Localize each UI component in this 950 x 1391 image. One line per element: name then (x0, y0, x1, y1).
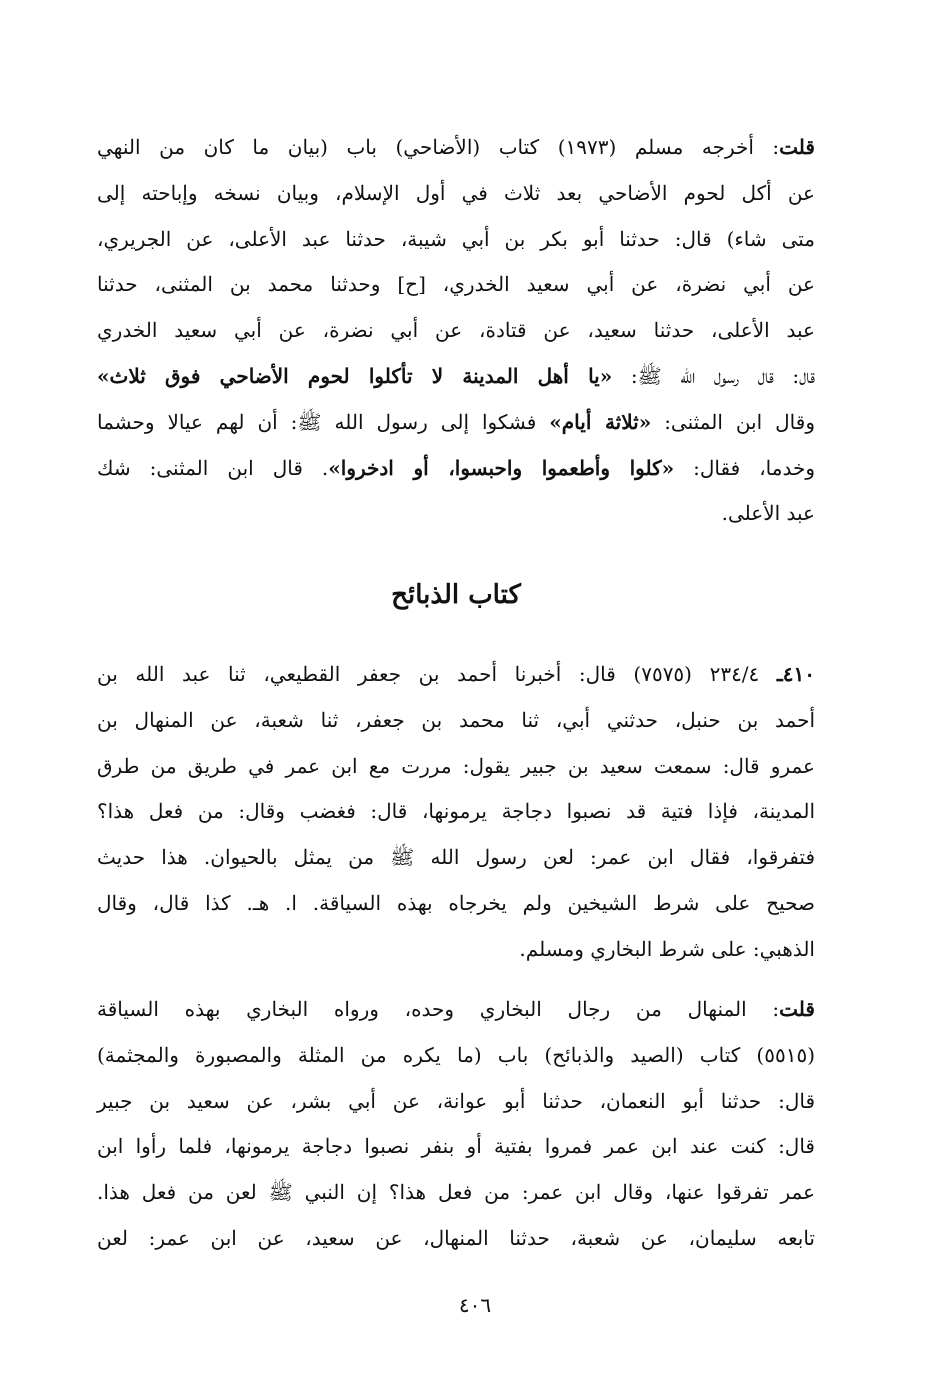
hadith-quote: «ثلاثة أيام» (549, 409, 652, 434)
text-line: عن أبي نضرة، عن أبي سعيد الخدري، [ح] وحدثنا محمد بن المثنى، حدثنا (97, 272, 815, 297)
text-line: قال: كنت عند ابن عمر فمروا بفتية أو بنفر نصبوا دجاجة يرمونها، فلما رأوا ابن (97, 1134, 815, 1159)
text-line: عمر تفرقوا عنها، وقال ابن عمر: من فعل هذا؟ إن النبي ﷺ لعن من فعل هذا. (97, 1180, 816, 1205)
text-line: قال: حدثنا أبو النعمان، حدثنا أبو عوانة، عن أبي بشر، عن سعيد بن جبير (97, 1088, 815, 1113)
text-line: (٥٥١٥) كتاب (الصيد والذبائح) باب (ما يكره من المثلة والمصبورة والمجثمة) (97, 1042, 815, 1067)
text-line: عبد الأعلى، حدثنا سعيد، عن قتادة، عن أبي نضرة، عن أبي سعيد الخدري (97, 318, 815, 343)
hadith-number: ٤١٠ـ (776, 662, 815, 686)
text-line: وقال ابن المثنى: «ثلاثة أيام» فشكوا إلى رسول الله ﷺ: أن لهم عيالا وحشما (97, 409, 815, 434)
hadith-entry-410 (97, 652, 815, 973)
text-line: متى شاء) قال: حدثنا أبو بكر بن أبي شيبة، حدثنا عبد الأعلى، عن الجريري، (97, 226, 815, 251)
section-title: كتاب الذبائح (391, 580, 521, 610)
text-line: فتفرقوا، فقال ابن عمر: لعن رسول الله ﷺ من يمثل بالحيوان. هذا حديث (97, 845, 815, 870)
text-line: عبد الأعلى. (721, 501, 815, 526)
text-line: ٤١٠ـ ٢٣٤/٤ (٧٥٧٥) قال: أخبرنا أحمد بن جعفر القطيعي، ثنا عبد الله بن (97, 662, 815, 686)
text-line: عن أكل لحوم الأضاحي بعد ثلاث في أول الإسلام، وبيان نسخه وإباحته إلى (97, 180, 815, 205)
qult-label: قلت (779, 135, 815, 159)
qult-label: قلت (779, 997, 815, 1021)
hadith-quote: «يا أهل المدينة لا تأكلوا لحوم الأضاحي فوق ثلاث» (97, 363, 613, 388)
text-line: الذهبي: على شرط البخاري ومسلم. (519, 936, 815, 961)
text-line: أحمد بن حنبل، حدثني أبي، ثنا محمد بن جعفر، ثنا شعبة، عن المنهال بن (97, 707, 815, 732)
page-number: ٤٠٦ (458, 1293, 492, 1317)
hadith-quote: «كلوا وأطعموا واحبسوا، أو ادخروا» (328, 455, 675, 480)
paragraph-qult-2 (97, 987, 815, 1262)
text-line: صحيح على شرط الشيخين ولم يخرجاه بهذه السياقة. ا. هـ. كذا قال، وقال (97, 890, 815, 915)
text-line: المدينة، فإذا فتية قد نصبوا دجاجة يرمونها، قال: فغضب وقال: من فعل هذا؟ (97, 799, 815, 824)
text-line: وخدما، فقال: «كلوا وأطعموا واحبسوا، أو ادخروا». قال ابن المثنى: شك (97, 455, 815, 480)
text-line: عمرو قال: سمعت سعيد بن جبير يقول: مررت مع ابن عمر في طريق من طرق (97, 753, 815, 778)
paragraph-qult-1 (97, 125, 815, 537)
text-line: قلت: أخرجه مسلم (١٩٧٣) كتاب (الأضاحي) باب (بيان ما كان من النهي (97, 135, 815, 159)
text-line: تابعه سليمان، عن شعبة، حدثنا المنهال، عن سعيد، عن ابن عمر: لعن (97, 1225, 815, 1250)
text-line: قال: قال رسول الله ﷺ: «يا أهل المدينة لا تأكلوا لحوم الأضاحي فوق ثلاث» (97, 363, 815, 388)
text-line: قلت: المنهال من رجال البخاري وحده، ورواه البخاري بهذه السياقة (97, 997, 815, 1021)
